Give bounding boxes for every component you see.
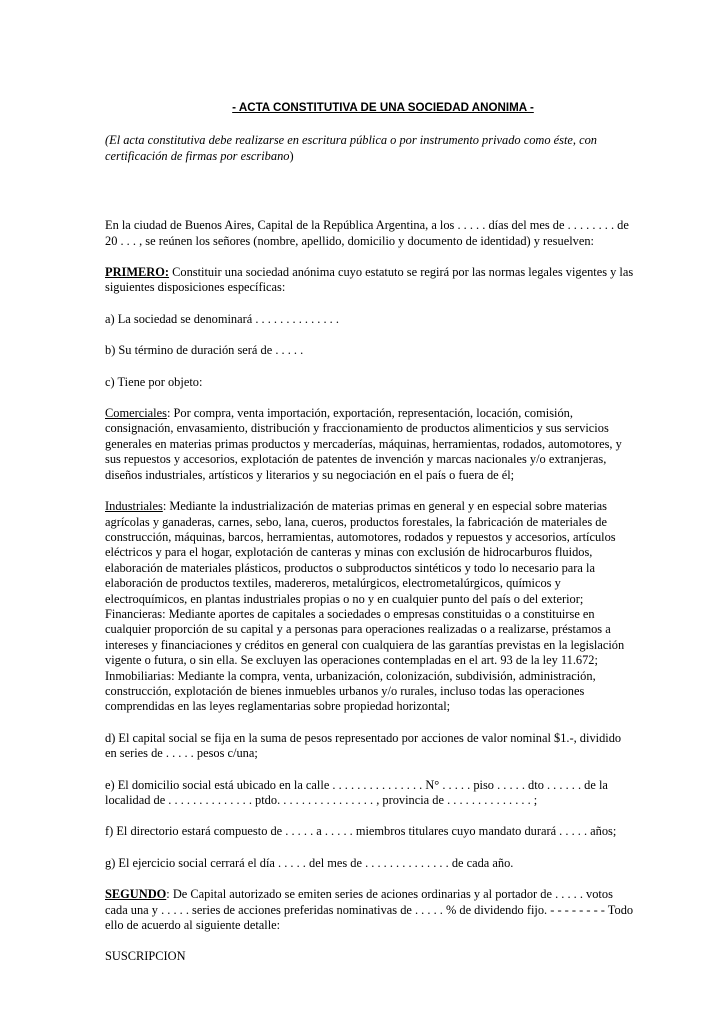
industriales-text: : Mediante la industrialización de materias primas en general y en especial sobre materias agrícolas y ganaderas, carnes, sebo, lana, cueros, productos forestales, la fabricación de materiales de construcción, máquinas, barcos, herramientas, automotores, rodados y repuestos y accesorios, artículos eléctricos y para el hogar, explotación de canteras y minas con exclusión de hidrocarburos fluidos, elaboración de materiales plásticos, productos o subproductos sintéticos y todo lo necesario para la elaboración de productos textiles, madereros, metalúrgicos, electrometalúrgicos, químicos y electroquímicos, en plantas industriales propias o no y en cualquier punto del país o del exterior; [105, 499, 616, 606]
primero-label: PRIMERO: [105, 265, 170, 280]
item-b-duracion: b) Su término de duración será de . . . . . [105, 343, 304, 358]
industriales-paragraph [105, 499, 635, 715]
instructions-note-text: (El acta constitutiva debe realizarse en escritura pública o por instrumento privado como éste, con certificación de firmas por escribano [105, 133, 597, 163]
document-title: - ACTA CONSTITUTIVA DE UNA SOCIEDAD ANONIMA - [232, 101, 534, 114]
inmobiliarias-text: Inmobiliarias: Mediante la compra, venta, urbanización, colonización, subdivisión, administración, construcción, explotación de bienes inmuebles urbanos y/o rurales, incluso todas las operaciones comprendidas en las leyes reglamentarias sobre propiedad horizontal; [105, 668, 596, 714]
financieras-text: Financieras: Mediante aportes de capitales a sociedades o empresas constituidas o a constituirse en cualquier proporción de su capital y a personas para operaciones realizadas o a realizarse, préstamos a intereses y financiaciones y créditos en general con cualquiera de las garantías previstas en la legislación vigente o futura, o sin ella. Se excluyen las operaciones contempladas en el art. 93 de la ley 11.672; [105, 606, 625, 668]
segundo-paragraph [105, 887, 635, 933]
primero-text: Constituir una sociedad anónima cuyo estatuto se regirá por las normas legales vigentes y las siguientes disposiciones específicas: [105, 265, 634, 295]
industriales-label: Industriales [105, 499, 163, 514]
document-page [105, 100, 635, 981]
primero-paragraph [105, 265, 635, 296]
comerciales-label: Comerciales [105, 406, 167, 421]
item-a-denominacion: a) La sociedad se denominará . . . . . . . . . . . . . . [105, 311, 339, 326]
segundo-label: SEGUNDO [105, 887, 167, 902]
suscripcion-heading: SUSCRIPCION [105, 949, 186, 964]
segundo-text: : De Capital autorizado se emiten series de aciones ordinarias y al portador de . . . . . votos cada una y . . . . . series de acciones preferidas nominativas de . . . . . % de dividendo fijo. - - - - - - - - Todo ello de acuerdo al siguiente detalle: [105, 887, 634, 933]
comerciales-text: : Por compra, venta importación, exportación, representación, locación, comisión, consignación, envasamiento, distribución y fraccionamiento de productos alimenticios y sus servicios generales en materias primas productos y mercaderías, máquinas, herramientas, rodados, automotores, y sus repuestos y accesorios, explotación de patentes de invención y marcas nacionales y/o extranjeras, diseños industriales, artísticos y literarios y su negociación en el país o fuera de él; [105, 406, 622, 482]
item-d-capital: d) El capital social se fija en la suma de pesos representado por acciones de valor nominal $1.-, dividido en series de . . . . . pesos c/una; [105, 730, 622, 761]
intro-paragraph: En la ciudad de Buenos Aires, Capital de la República Argentina, a los . . . . . días del mes de . . . . . . . . de 20 . . . , se reúnen los señores (nombre, apellido, domicilio y documento de identidad) y resuelven: [105, 218, 629, 248]
item-g-ejercicio: g) El ejercicio social cerrará el día . . . . . del mes de . . . . . . . . . . . . . . de cada año. [105, 855, 514, 870]
instructions-note [105, 133, 635, 164]
comerciales-paragraph [105, 406, 635, 483]
item-f-directorio: f) El directorio estará compuesto de . . . . . a . . . . . miembros titulares cuyo mandato durará . . . . . años; [105, 824, 617, 839]
item-e-domicilio: e) El domicilio social está ubicado en la calle . . . . . . . . . . . . . . . N° . . . . . piso . . . . . dto . . . . . . de la localidad de . . . . . . . . . . . . . . ptdo. . . . . . . . . . . . . . . . , provincia de . . . . . . . . . . . . . . ; [105, 777, 608, 807]
instructions-note-close: ) [289, 148, 294, 163]
item-c-objeto: c) Tiene por objeto: [105, 374, 203, 389]
